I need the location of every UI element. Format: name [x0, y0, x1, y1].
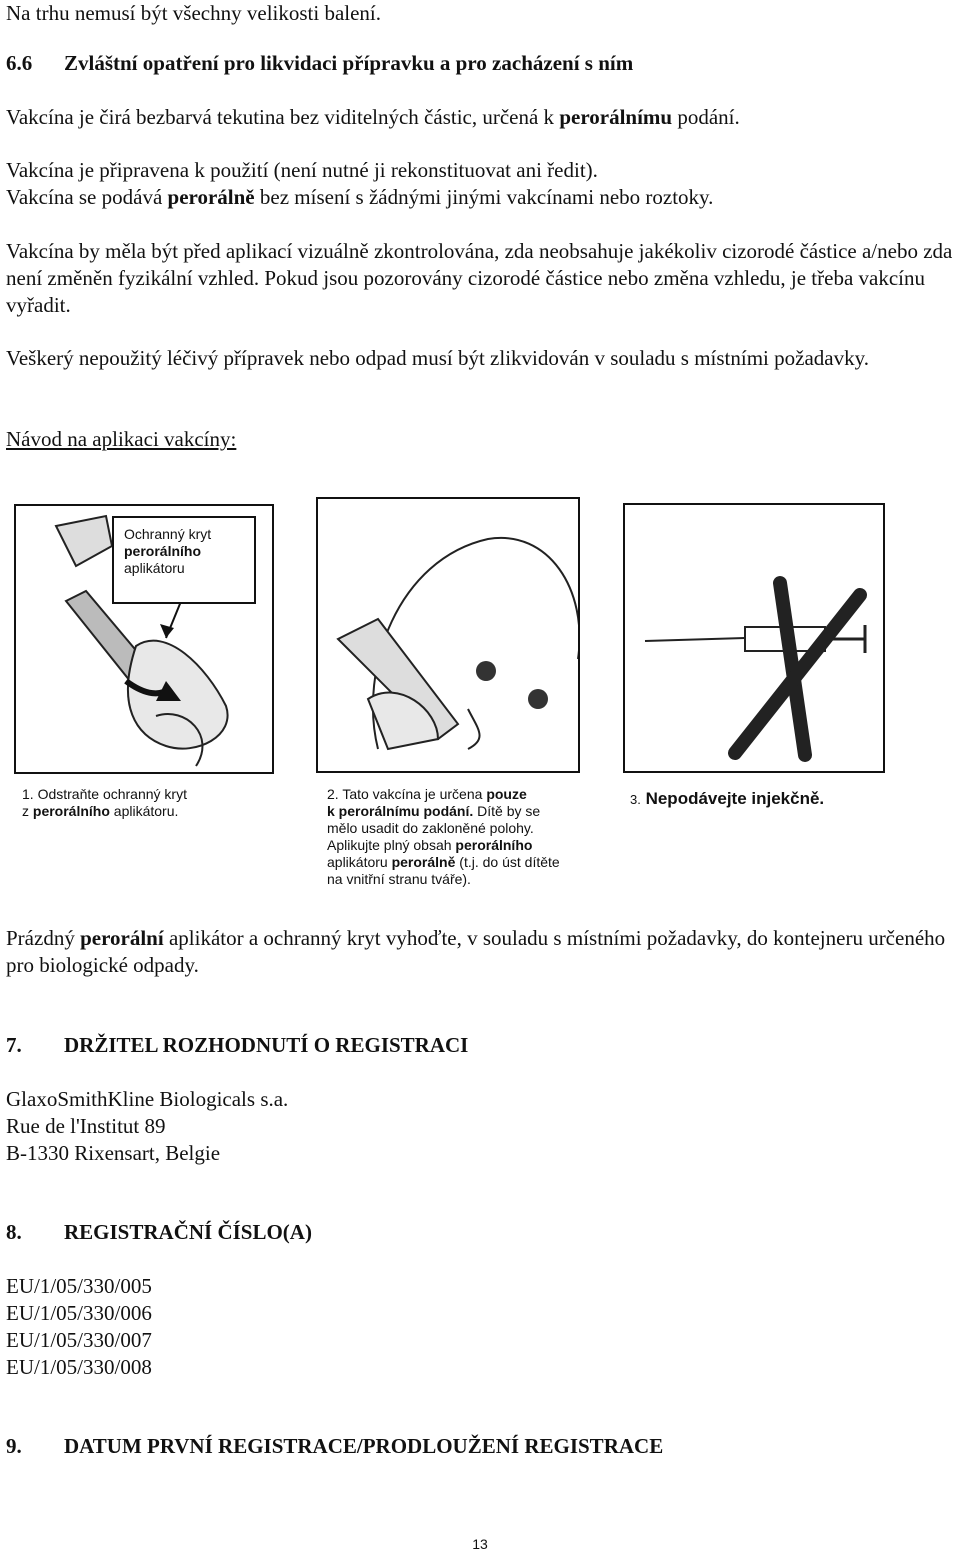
cap-label-box: Ochranný kryt perorálního aplikátoru [112, 516, 256, 604]
instructions-title: Návod na aplikaci vakcíny: [6, 427, 237, 451]
paragraph-waste: Prázdný perorální aplikátor a ochranný kryt vyhoďte, v souladu s místními požadavky, do kontejneru určeného pro biologické odpady. [6, 926, 946, 977]
section-7-heading: 7. DRŽITEL ROZHODNUTÍ O REGISTRACI [6, 1033, 469, 1057]
section-8-heading: 8. REGISTRAČNÍ ČÍSLO(A) [6, 1220, 312, 1244]
section-title: Zvláštní opatření pro likvidaci přípravku a pro zacházení s ním [64, 51, 634, 75]
reg-number: EU/1/05/330/007 [6, 1328, 152, 1352]
reg-number: EU/1/05/330/005 [6, 1274, 152, 1298]
page-number: 13 [472, 1536, 488, 1552]
figure-no-injection [623, 503, 885, 773]
caption-3: 3. Nepodávejte injekčně. [630, 789, 825, 808]
paragraph-inspection: Vakcína by měla být před aplikací vizuálně zkontrolována, zda neobsahuje jakékoliv cizorodé částice a/nebo zda není změněn fyzikální vzhled. Pokud jsou pozorovány cizorodé částice nebo změna vzhledu, je třeba vakcínu vyřadit. [6, 239, 953, 317]
reg-number: EU/1/05/330/006 [6, 1301, 152, 1325]
figure-oral-administration [316, 497, 580, 773]
section-6-6-heading [6, 50, 954, 77]
holder-street: Rue de l'Institut 89 [6, 1114, 166, 1138]
baby-administration-illustration [318, 499, 578, 771]
paragraph-ready: Vakcína je připravena k použití (není nutné ji rekonstituovat ani ředit). Vakcína se podává perorálně bez mísení s žádnými jinými vakcínami nebo roztoky. [6, 158, 714, 209]
caption-1: 1. Odstraňte ochranný kryt z perorálního aplikátoru. [22, 786, 187, 819]
intro-text: Na trhu nemusí být všechny velikosti balení. [6, 1, 382, 25]
paragraph-disposal: Veškerý nepoužitý léčivý přípravek nebo odpad musí být zlikvidován v souladu s místními požadavky. [6, 346, 869, 370]
paragraph-appearance: Vakcína je čirá bezbarvá tekutina bez viditelných částic, určená k perorálnímu podání. [6, 105, 740, 129]
holder-address [6, 1086, 288, 1167]
holder-name: GlaxoSmithKline Biologicals s.a. [6, 1087, 289, 1111]
crossed-syringe-illustration [625, 505, 883, 771]
caption-2: 2. Tato vakcína je určena pouze k perorálnímu podání. Dítě by se mělo usadit do zakloněné polohy. Aplikujte plný obsah perorálního aplikátoru perorálně (t.j. do úst dítěte na vnitřní stranu tváře). [327, 786, 560, 887]
section-9-heading: 9. DATUM PRVNÍ REGISTRACE/PRODLOUŽENÍ REGISTRACE [6, 1434, 664, 1458]
section-number: 6.6 [6, 51, 33, 75]
figure-remove-cap [14, 504, 274, 774]
reg-number: EU/1/05/330/008 [6, 1355, 152, 1379]
registration-numbers [6, 1273, 152, 1381]
holder-city: B-1330 Rixensart, Belgie [6, 1141, 221, 1165]
